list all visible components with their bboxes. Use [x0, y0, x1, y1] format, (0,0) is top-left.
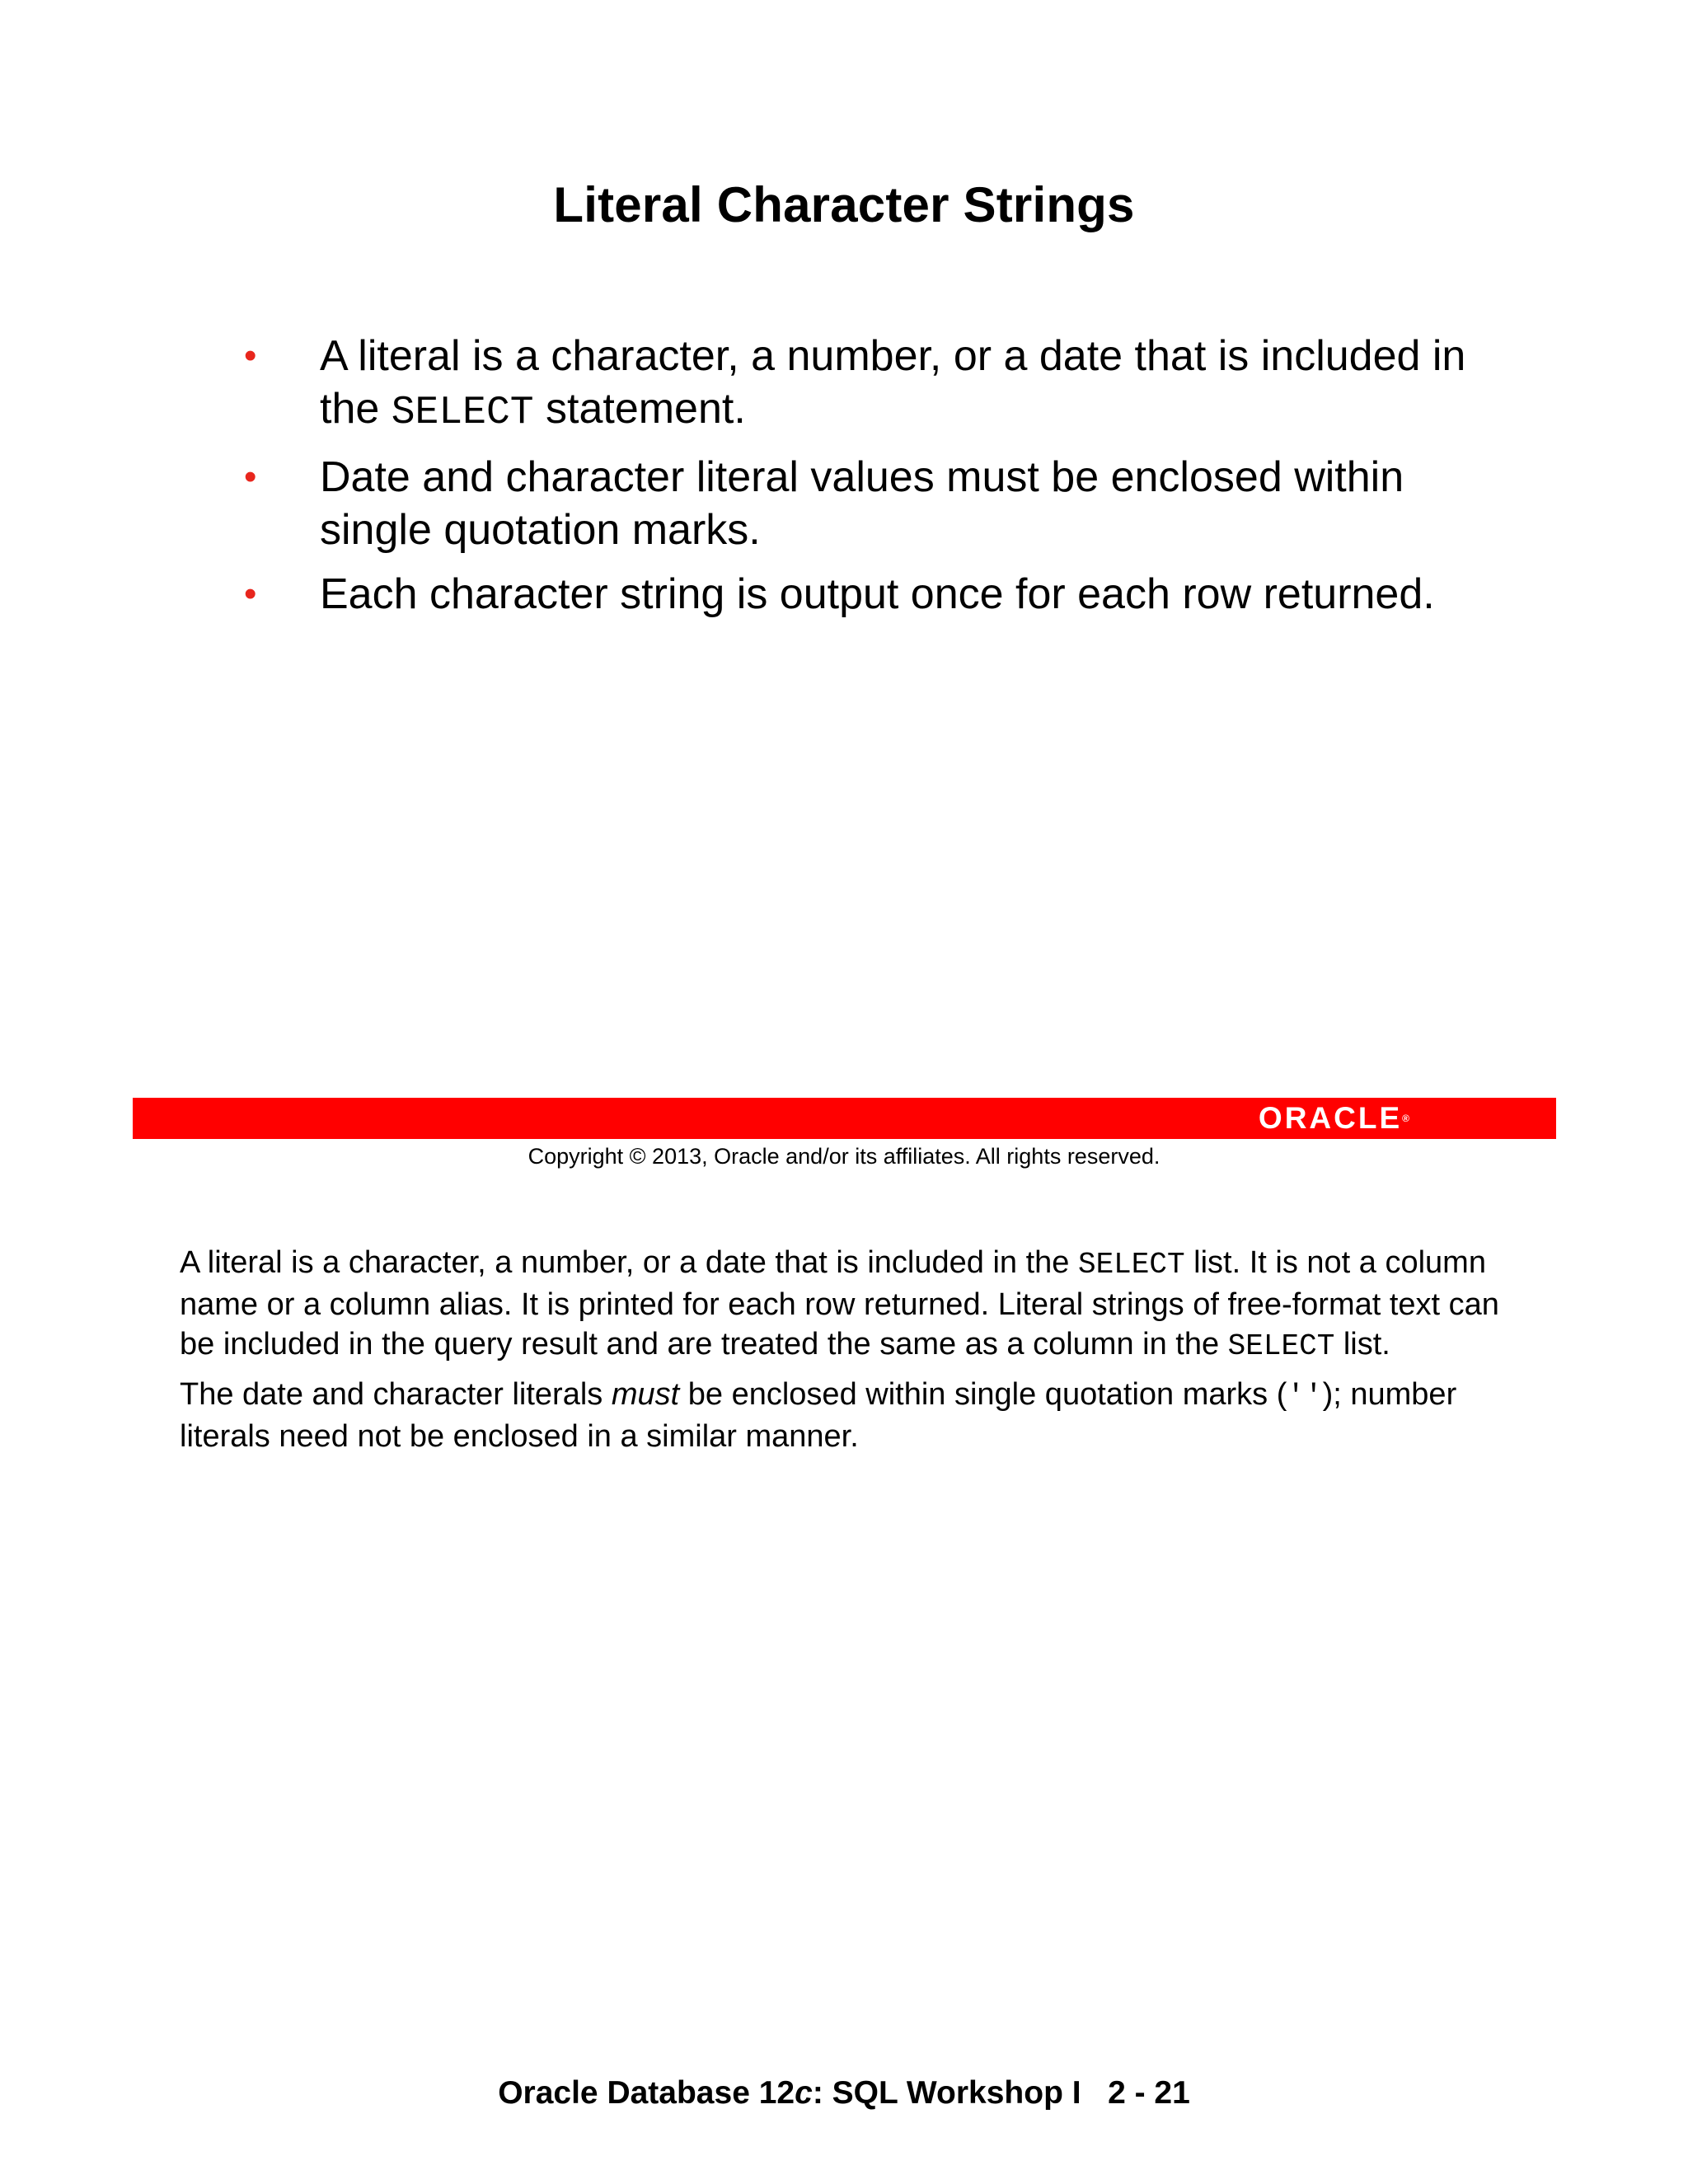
code-keyword: SELECT — [391, 391, 534, 435]
copyright-text: Copyright © 2013, Oracle and/or its affiliates. All rights reserved. — [528, 1144, 1160, 1169]
bullet-dot-icon: • — [244, 574, 257, 614]
bullet-item — [244, 330, 1497, 439]
oracle-red-band — [133, 1098, 1556, 1139]
bullet-text: Date and character literal values must be enclosed within single quotation marks. — [320, 453, 1404, 554]
page-footer: Oracle Database 12c: SQL Workshop I 2 - 21 — [498, 2075, 1190, 2111]
bullet-text: Each character string is output once for each row returned. — [320, 570, 1435, 618]
bullet-text: A literal is a character, a number, or a date that is included in the — [320, 332, 1466, 433]
code-keyword: SELECT — [1227, 1329, 1335, 1363]
bullet-dot-icon: • — [244, 457, 257, 497]
bullet-item — [244, 568, 1497, 621]
bullet-list — [244, 330, 1497, 632]
bullet-text: statement. — [533, 385, 746, 433]
slide-title: Literal Character Strings — [553, 177, 1135, 232]
code-quotes: '' — [1287, 1380, 1323, 1413]
notes-paragraph: The date and character literals must be enclosed within single quotation marks (''); number literals need not be enclosed in a similar manner. — [180, 1377, 1457, 1454]
notes-section — [180, 1243, 1531, 1465]
bullet-item — [244, 451, 1497, 556]
notes-paragraph: A literal is a character, a number, or a date that is included in the SELECT list. It is not a column name or a column alias. It is printed for each row returned. Literal strings of free-format text can be included in the query result and are treated the same as a column in the SELECT list. — [180, 1245, 1499, 1363]
bullet-dot-icon: • — [244, 335, 257, 376]
code-keyword: SELECT — [1077, 1248, 1185, 1282]
emphasis-text: must — [611, 1377, 680, 1412]
oracle-logo: ORACLE® — [1258, 1101, 1409, 1135]
